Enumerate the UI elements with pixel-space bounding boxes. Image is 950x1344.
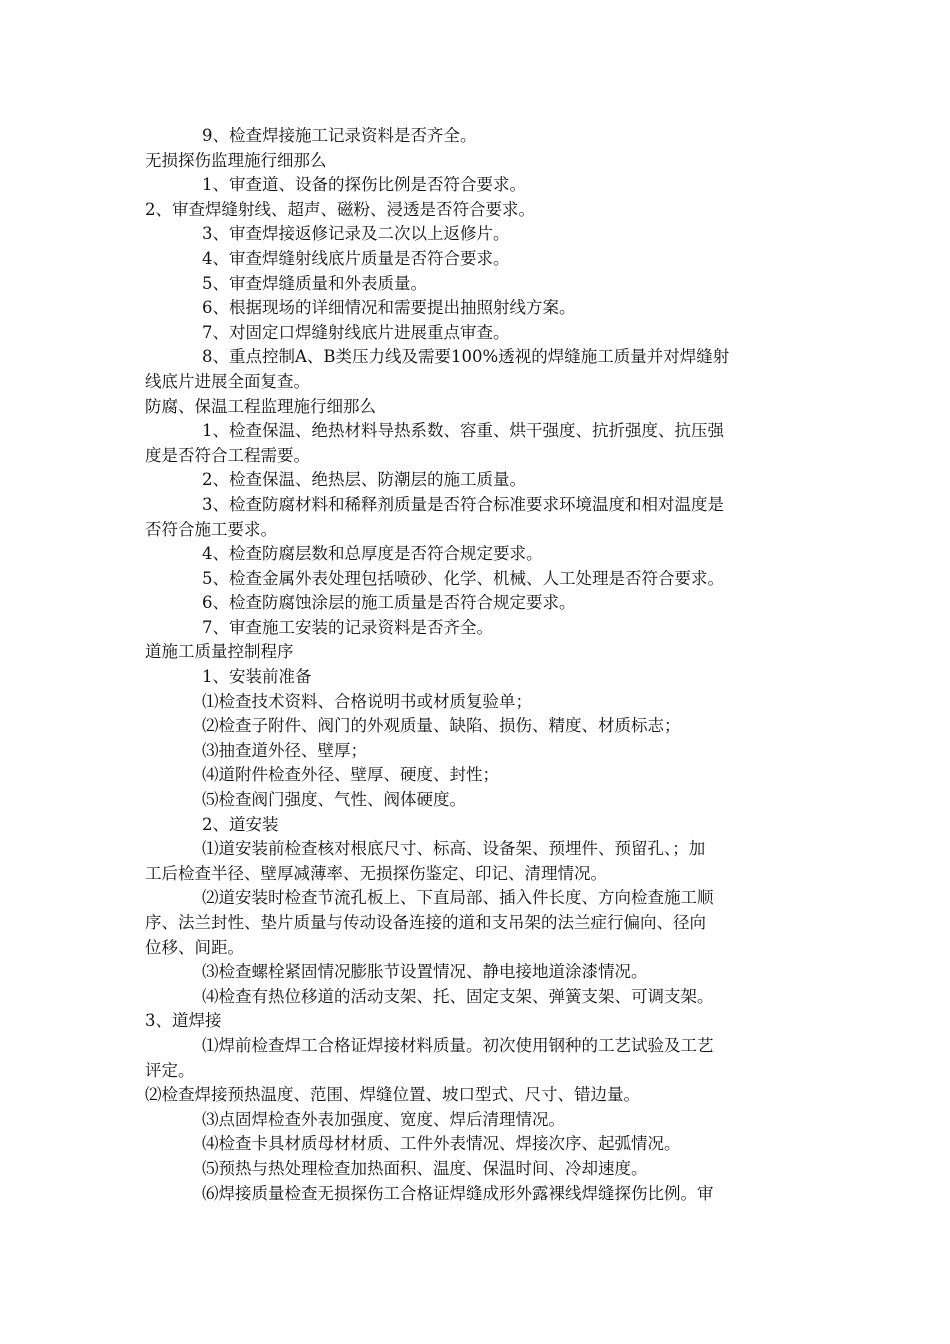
text-line: 7、对固定口焊缝射线底片进展重点审查。	[202, 322, 510, 342]
text-line: ⑶抽查道外径、壁厚；	[202, 740, 367, 760]
text-line: 度是否符合工程需要。	[145, 445, 310, 465]
text-line: ⑵检查子附件、阀门的外观质量、缺陷、损伤、精度、材质标志；	[202, 716, 681, 736]
text-line: ⑷检查有热位移道的活动支架、托、固定支架、弹簧支架、可调支架。	[202, 986, 714, 1006]
document-body	[145, 124, 810, 1206]
text-line: 2、道安装	[202, 814, 279, 834]
text-line: 2、审查焊缝射线、超声、磁粉、浸透是否符合要求。	[145, 199, 535, 219]
text-line: ⑴道安装前检查核对根底尺寸、标高、设备架、预埋件、预留孔、；加	[202, 839, 706, 859]
text-line: 线底片进展全面复查。	[145, 371, 310, 391]
text-line: 8、重点控制A、B类压力线及需要100%透视的焊缝施工质量并对焊缝射	[202, 347, 730, 367]
text-line: 道施工质量控制程序	[145, 642, 294, 662]
text-line: ⑶点固焊检查外表加强度、宽度、焊后清理情况。	[202, 1109, 565, 1129]
text-line: 5、检查金属外表处理包括喷砂、化学、机械、人工处理是否符合要求。	[202, 568, 724, 588]
text-line: ⑸预热与热处理检查加热面积、温度、保温时间、冷却速度。	[202, 1158, 648, 1178]
text-line: ⑹焊接质量检查无损探伤工合格证焊缝成形外露裸线焊缝探伤比例。审	[202, 1183, 714, 1203]
text-line: 3、道焊接	[145, 1011, 222, 1031]
text-line: ⑸检查阀门强度、气性、阀体硬度。	[202, 790, 466, 810]
text-line: 1、审查道、设备的探伤比例是否符合要求。	[202, 175, 526, 195]
text-line: ⑵道安装时检查节流孔板上、下直局部、插入件长度、方向检查施工顺	[202, 888, 714, 908]
text-line: 4、审查焊缝射线底片质量是否符合要求。	[202, 248, 510, 268]
text-line: ⑶检查螺栓紧固情况膨胀节设置情况、静电接地道涂漆情况。	[202, 962, 648, 982]
text-line: 3、审查焊接返修记录及二次以上返修片。	[202, 224, 510, 244]
text-line: ⑴检查技术资料、合格说明书或材质复验单；	[202, 691, 532, 711]
text-line: 1、安装前准备	[202, 667, 312, 687]
text-line: 1、检查保温、绝热材料导热系数、容重、烘干强度、抗折强度、抗压强	[202, 421, 724, 441]
text-line: ⑴焊前检查焊工合格证焊接材料质量。初次使用钢种的工艺试验及工艺	[202, 1035, 714, 1055]
text-line: 无损探伤监理施行细那么	[145, 150, 327, 170]
text-line: ⑷检查卡具材质母材材质、工件外表情况、焊接次序、起弧情况。	[202, 1134, 681, 1154]
text-line: 6、根据现场的详细情况和需要提出抽照射线方案。	[202, 298, 576, 318]
text-line: 9、检查焊接施工记录资料是否齐全。	[202, 126, 477, 145]
text-line: 工后检查半径、壁厚减薄率、无损探伤鉴定、印记、清理情况。	[145, 863, 607, 883]
text-line: 防腐、保温工程监理施行细那么	[145, 396, 376, 416]
text-line: 4、检查防腐层数和总厚度是否符合规定要求。	[202, 544, 543, 564]
text-line: 否符合施工要求。	[145, 519, 277, 539]
text-line: 位移、间距。	[145, 937, 244, 957]
text-line: 2、检查保温、绝热层、防潮层的施工质量。	[202, 470, 526, 490]
text-line: ⑷道附件检查外径、壁厚、硬度、封性；	[202, 765, 499, 785]
text-line: 7、审查施工安装的记录资料是否齐全。	[202, 617, 493, 637]
text-line: 3、检查防腐材料和稀释剂质量是否符合标准要求环境温度和相对温度是	[202, 494, 724, 514]
text-line: 评定。	[145, 1060, 195, 1080]
text-line: 6、检查防腐蚀涂层的施工质量是否符合规定要求。	[202, 593, 576, 613]
text-line: 序、法兰封性、垫片质量与传动设备连接的道和支吊架的法兰症行偏向、径向	[145, 913, 706, 932]
text-line: 5、审查焊缝质量和外表质量。	[202, 273, 427, 293]
text-line: ⑵检查焊接预热温度、范围、焊缝位置、坡口型式、尺寸、错边量。	[145, 1085, 640, 1105]
